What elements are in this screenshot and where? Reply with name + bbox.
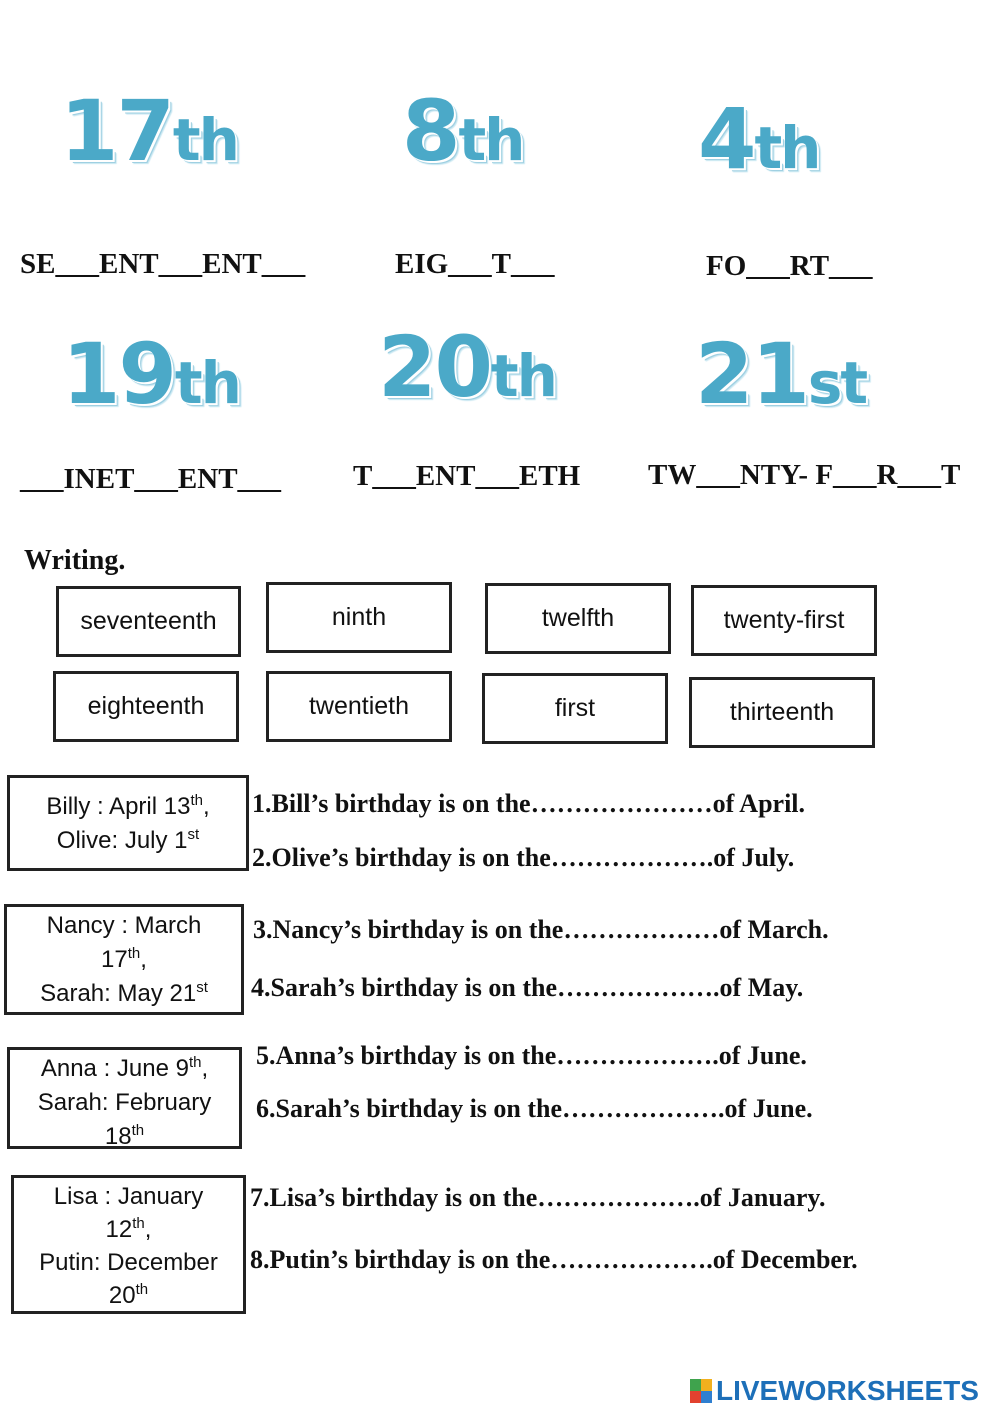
spelling-blank-4th[interactable]: FO___RT___ [706,250,873,282]
spelling-blank-8th[interactable]: EIG___T___ [395,248,555,280]
ordinal-number: 4 [698,90,755,188]
ordinal-number: 8 [402,82,459,180]
spelling-blank-20th[interactable]: T___ENT___ETH [353,460,581,492]
sentence-4[interactable]: 4.Sarah’s birthday is on the……………….of May. [251,973,804,1002]
ordinal-suffix: th [174,349,240,417]
info-line: Nancy : March [46,912,202,939]
ordinal-suffix: th [754,114,820,182]
ordinal-4th [698,90,819,188]
writing-heading: Writing. [24,545,126,576]
ordinal-suffix: th [490,342,556,410]
logo-mark-icon [690,1379,712,1403]
info-line: 12th, [105,1215,152,1243]
ordinal-number: 21 [695,325,808,423]
word-bank-item[interactable]: twentieth [266,671,452,742]
spelling-blank-21st[interactable]: TW___NTY- F___R___T [648,459,961,491]
birthday-info-box [11,1175,246,1314]
info-line: Putin: December [39,1249,218,1276]
info-line: Anna : June 9th, [40,1054,209,1082]
info-line: Sarah: February [37,1089,212,1116]
ordinal-19th [62,325,240,423]
sentence-2[interactable]: 2.Olive’s birthday is on the……………….of July. [252,843,795,872]
ordinal-number: 20 [378,318,491,416]
ordinal-number: 17 [60,82,173,180]
birthday-info-box [4,904,244,1015]
sentence-8[interactable]: 8.Putin’s birthday is on the……………….of December. [250,1245,858,1274]
info-line: Billy : April 13th, [46,792,210,820]
word-bank-item[interactable]: eighteenth [53,671,239,742]
word-bank-item[interactable]: ninth [266,582,452,653]
ordinal-17th [60,82,238,180]
info-line: 18th [104,1122,145,1150]
word-bank-item[interactable]: twelfth [485,583,671,654]
word-bank-item[interactable]: thirteenth [689,677,875,748]
info-line: Lisa : January [53,1183,204,1210]
ordinal-number: 19 [62,325,175,423]
sentence-3[interactable]: 3.Nancy’s birthday is on the………………of March. [253,915,829,944]
spelling-blank-17th[interactable]: SE___ENT___ENT___ [20,248,306,280]
sentence-6[interactable]: 6.Sarah’s birthday is on the……………….of June. [256,1094,813,1123]
info-line: Sarah: May 21st [40,979,208,1007]
ordinal-suffix: st [807,349,867,417]
sentence-7[interactable]: 7.Lisa’s birthday is on the……………….of January. [250,1183,826,1212]
info-line: Olive: July 1st [56,826,200,854]
ordinal-21st [695,325,866,423]
logo-text: LIVEWORKSHEETS [716,1375,979,1406]
ordinal-suffix: th [458,106,524,174]
sentence-5[interactable]: 5.Anna’s birthday is on the……………….of June. [256,1041,807,1070]
birthday-info-box [7,775,249,871]
ordinal-8th [402,82,523,180]
info-line: 20th [108,1281,149,1309]
ordinal-20th [378,318,556,416]
word-bank-item[interactable]: first [482,673,668,744]
ordinal-suffix: th [172,106,238,174]
birthday-info-box [7,1047,242,1149]
word-bank-item[interactable]: seventeenth [56,586,241,657]
spelling-blank-19th[interactable]: ___INET___ENT___ [20,463,282,495]
liveworksheets-logo [690,1375,979,1407]
word-bank-item[interactable]: twenty-first [691,585,877,656]
info-line: 17th, [101,945,147,973]
sentence-1[interactable]: 1.Bill’s birthday is on the…………………of April. [252,789,806,818]
